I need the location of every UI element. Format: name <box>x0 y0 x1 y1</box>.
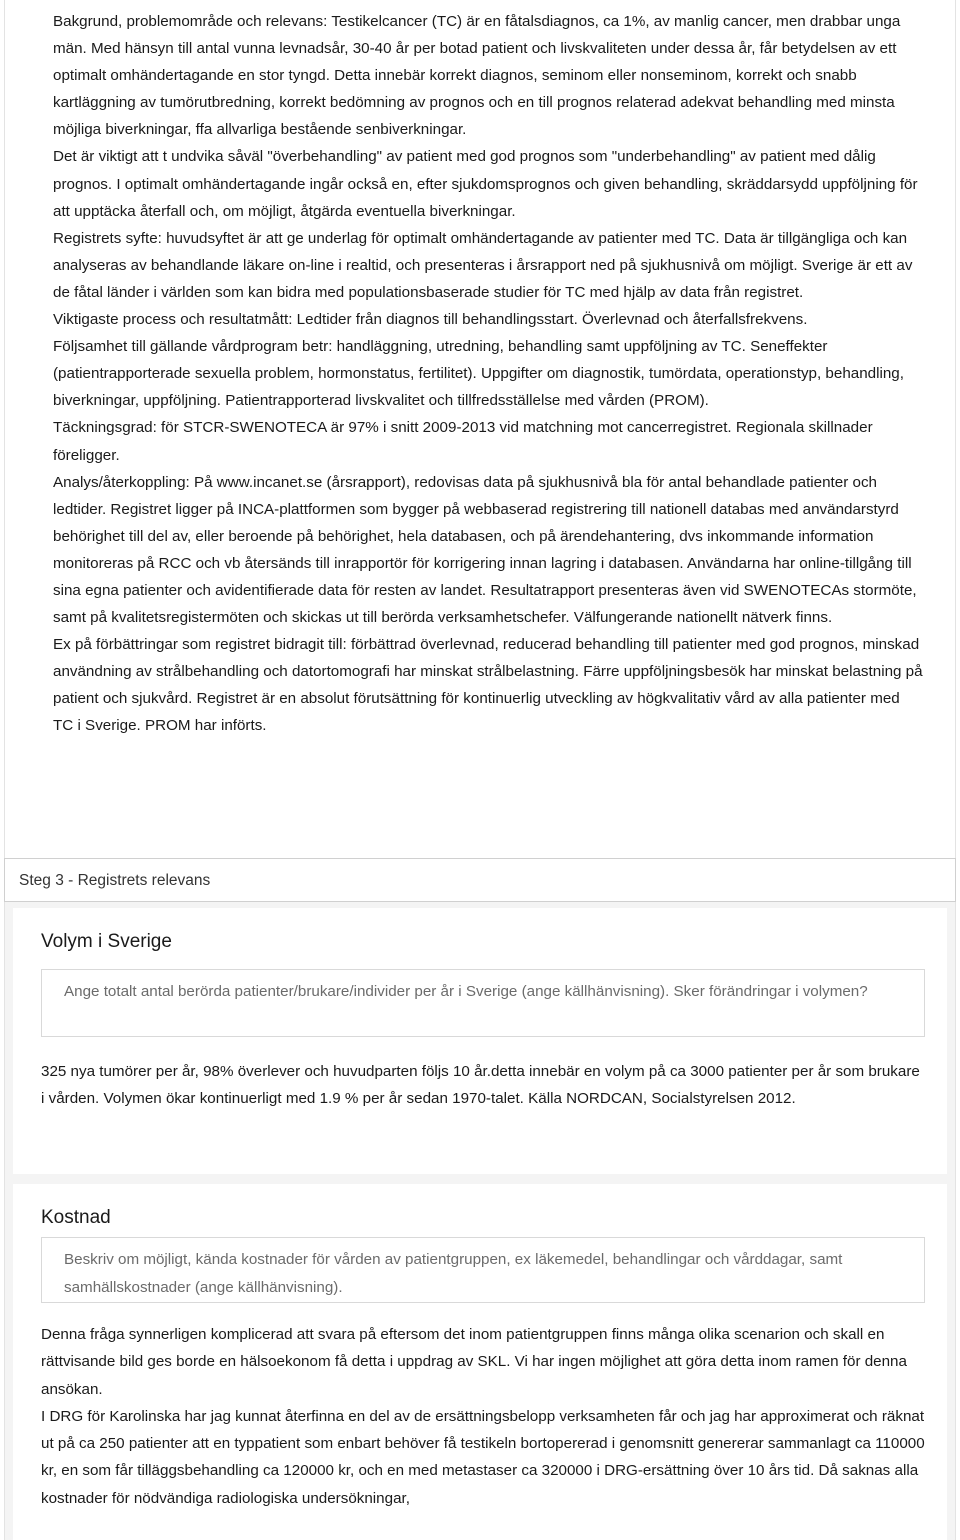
step-header[interactable] <box>4 858 956 902</box>
answer-paragraph: 325 nya tumörer per år, 98% överlever och huvudparten följs 10 år.detta innebär en volym på ca 3000 patienter per år som brukare i vården. Volymen ökar kontinuerligt med 1.9 % per år sedan 1970-talet. Källa NORDCAN, Socialstyrelsen 2012. <box>41 1063 920 1108</box>
intro-paragraph-background: Bakgrund, problemområde och relevans: Testikelcancer (TC) är en fåtalsdiagnos, ca 1%, av manlig cancer, men drabbar unga män. Med hänsyn till antal vunna levnadsår, 30-40 år per botad patient och livskvaliteten under dessa år, får betydelsen av ett optimalt omhändertagande en stor tyngd. Detta innebär korrekt diagnos, seminom eller nonseminom, korrekt och snabb kartläggning av tumörutbredning, korrekt bedömning av prognos och en till prognos relaterad adekvat behandling med minsta möjliga biverkningar, ffa allvarliga bestående senbiverkningar. <box>53 13 901 139</box>
intro-paragraph-measures: Viktigaste process och resultatmått: Ledtider från diagnos till behandlingsstart. Överlevnad och återfallsfrekvens. <box>53 311 808 329</box>
intro-paragraph-purpose: Registrets syfte: huvudsyftet är att ge underlag för optimalt omhändertagande av patienter med TC. Data är tillgängliga och kan analyseras av behandlande läkare on-line i realtid, och presenteras i årsrapport ned på sjukhusnivå om möjligt. Sverige är ett av de fåtal länder i världen som kan bidra med populationsbaserade studier för TC med hjälp av data från registret. <box>53 229 913 301</box>
section-kostnad <box>13 1184 947 1540</box>
section-volym <box>13 908 947 1174</box>
section-title-volym: Volym i Sverige <box>41 931 172 952</box>
question-box-kostnad: Beskriv om möjligt, kända kostnader för vården av patientgruppen, ex läkemedel, behandlingar och vårddagar, samt samhällskostnader (ange källhänvisning). <box>41 1237 925 1303</box>
answer-text-volym <box>41 1058 925 1113</box>
section-area <box>4 902 956 1540</box>
answer-text-kostnad <box>41 1321 925 1512</box>
intro-paragraph-analysis: Analys/återkoppling: På www.incanet.se (årsrapport), redovisas data på sjukhusnivå bla för antal behandlade patienter och ledtider. Registret ligger på INCA-plattformen som bygger på webbaserad registrering till nationell databas med användarstyrd behörighet till del av, eller beroende på behörighet, hela databasen, och på ärendehantering, dvs inkommande information monitoreras på RCC och vb återsänds till inrapportör för korrigering innan lagring i databasen. Användarna har online-tillgång till sina egna patienter och avidentifierade data för resten av landet. Resultatrapport presenteras även vid SWENOTECAs stormöte, samt på kvalitetsregistermöten och skickas ut till berörda verksamhetschefer. Välfungerande nationellt nätverk finns. <box>53 473 917 627</box>
answer-paragraph: Denna fråga synnerligen komplicerad att svara på eftersom det inom patientgruppen finns många olika scenarion och skall en rättvisande bild ges borde en hälsoekonom få detta i uppdrag av SKL. Vi har ingen möjlighet att göra detta inom ramen för denna ansökan. <box>41 1326 907 1398</box>
answer-paragraph: I DRG för Karolinska har jag kunnat återfinna en del av de ersättningsbelopp verksamheten får och jag har approximerat och räknat ut på ca 250 patienter att en typpatient som enbart behöver få testikeln bortopererad i genomsnitt genererar sammanlagt ca 110000 kr, en som får tilläggsbehandling ca 120000 kr, och en med metastaser ca 320000 i DRG-ersättning över 10 års tid. Då saknas alla kostnader för nödvändiga radiologiska undersökningar, <box>41 1407 925 1507</box>
intro-card <box>4 0 956 858</box>
intro-paragraph-coverage: Täckningsgrad: för STCR-SWENOTECA är 97% i snitt 2009-2013 vid matchning mot cancerregistret. Regionala skillnader föreligger. <box>53 419 873 464</box>
intro-paragraph-improvements: Ex på förbättringar som registret bidragit till: förbättrad överlevnad, reducerad behandling till patienter med god prognos, minskad användning av strålbehandling och datortomografi har minskat strålbelastning. Färre uppföljningsbesök har minskat belastning på patient och sjukvård. Registret är en absolut förutsättning för kontinuerlig utveckling av högkvalitativ vård av alla patienter med TC i Sverige. PROM har införts. <box>53 636 923 735</box>
intro-paragraph-overtreatment: Det är viktigt att t undvika såväl "överbehandling" av patient med god prognos som "underbehandling" av patient med dålig prognos. I optimalt omhändertagande ingår också en, efter sjukdomsprognos och given behandling, skräddarsydd uppföljning för att upptäcka återfall och, om möjligt, åtgärda eventuella biverkningar. <box>53 148 918 220</box>
question-box-volym: Ange totalt antal berörda patienter/brukare/individer per år i Sverige (ange källhänvisning). Sker förändringar i volymen? <box>41 969 925 1037</box>
intro-text <box>53 8 923 740</box>
step-title: Steg 3 - Registrets relevans <box>19 872 211 889</box>
section-title-kostnad: Kostnad <box>41 1207 111 1228</box>
intro-paragraph-compliance: Följsamhet till gällande vårdprogram betr: handläggning, utredning, behandling samt uppföljning av TC. Seneffekter (patientrapporterade sexuella problem, hormonstatus, fertilitet). Uppgifter om diagnostik, tumördata, operationstyp, behandling, biverkningar, uppföljning. Patientrapporterad livskvalitet och tillfredsställelse med vården (PROM). <box>53 338 904 410</box>
